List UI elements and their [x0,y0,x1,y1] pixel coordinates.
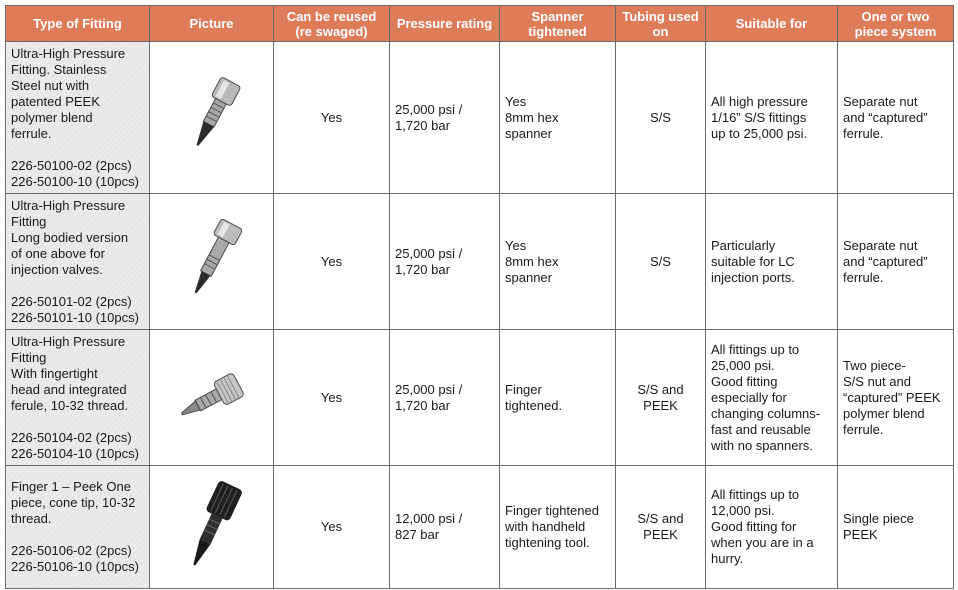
picture-cell [150,42,274,194]
header-reuse: Can be reused (re swaged) [274,6,390,42]
type-cell: Finger 1 – Peek One piece, cone tip, 10-32 thread. 226-50106-02 (2pcs) 226-50106-10 (10pcs) [6,466,150,589]
ultra-high-pressure-fitting-icon [177,73,247,163]
tubing-cell: S/S [616,42,706,194]
system-cell: Two piece- S/S nut and “captured” PEEK polymer blend ferrule. [838,330,954,466]
picture-cell [150,466,274,589]
pressure-cell: 25,000 psi / 1,720 bar [390,42,500,194]
peek-finger-fitting-icon [177,479,247,575]
suitable-cell: All fittings up to 25,000 psi. Good fitting especially for changing columns- fast and reusable with no spanners. [706,330,838,466]
suitable-cell: Particularly suitable for LC injection ports. [706,194,838,330]
system-cell: Single piece PEEK [838,466,954,589]
header-system: One or two piece system [838,6,954,42]
spanner-cell: Yes 8mm hex spanner [500,42,616,194]
system-cell: Separate nut and “captured” ferrule. [838,42,954,194]
picture-cell [150,194,274,330]
fittings-table [5,5,954,589]
header-picture: Picture [150,6,274,42]
type-cell: Ultra-High Pressure Fitting. Stainless Steel nut with patented PEEK polymer blend ferrule. 226-50100-02 (2pcs) 226-50100-10 (10pcs) [6,42,150,194]
header-suitable: Suitable for [706,6,838,42]
pressure-cell: 25,000 psi / 1,720 bar [390,194,500,330]
tubing-cell: S/S and PEEK [616,466,706,589]
reuse-cell: Yes [274,330,390,466]
spanner-cell: Finger tightened with handheld tightening tool. [500,466,616,589]
pressure-cell: 12,000 psi / 827 bar [390,466,500,589]
header-type: Type of Fitting [6,6,150,42]
reuse-cell: Yes [274,42,390,194]
spanner-cell: Finger tightened. [500,330,616,466]
header-row [6,6,954,42]
suitable-cell: All fittings up to 12,000 psi. Good fitting for when you are in a hurry. [706,466,838,589]
type-cell: Ultra-High Pressure Fitting Long bodied version of one above for injection valves. 226-50101-02 (2pcs) 226-50101-10 (10pcs) [6,194,150,330]
header-spanner: Spanner tightened [500,6,616,42]
tubing-cell: S/S [616,194,706,330]
table-row [6,194,954,330]
pressure-cell: 25,000 psi / 1,720 bar [390,330,500,466]
spanner-cell: Yes 8mm hex spanner [500,194,616,330]
table-row [6,330,954,466]
header-pressure: Pressure rating [390,6,500,42]
type-cell: Ultra-High Pressure Fitting With fingertight head and integrated ferule, 10-32 thread. 226-50104-02 (2pcs) 226-50104-10 (10pcs) [6,330,150,466]
system-cell: Separate nut and “captured” ferrule. [838,194,954,330]
table-row [6,42,954,194]
picture-cell [150,330,274,466]
tubing-cell: S/S and PEEK [616,330,706,466]
table-row [6,466,954,589]
long-body-fitting-icon [177,217,247,307]
reuse-cell: Yes [274,466,390,589]
fingertight-fitting-icon [172,363,252,433]
reuse-cell: Yes [274,194,390,330]
suitable-cell: All high pressure 1/16” S/S fittings up to 25,000 psi. [706,42,838,194]
header-tubing: Tubing used on [616,6,706,42]
